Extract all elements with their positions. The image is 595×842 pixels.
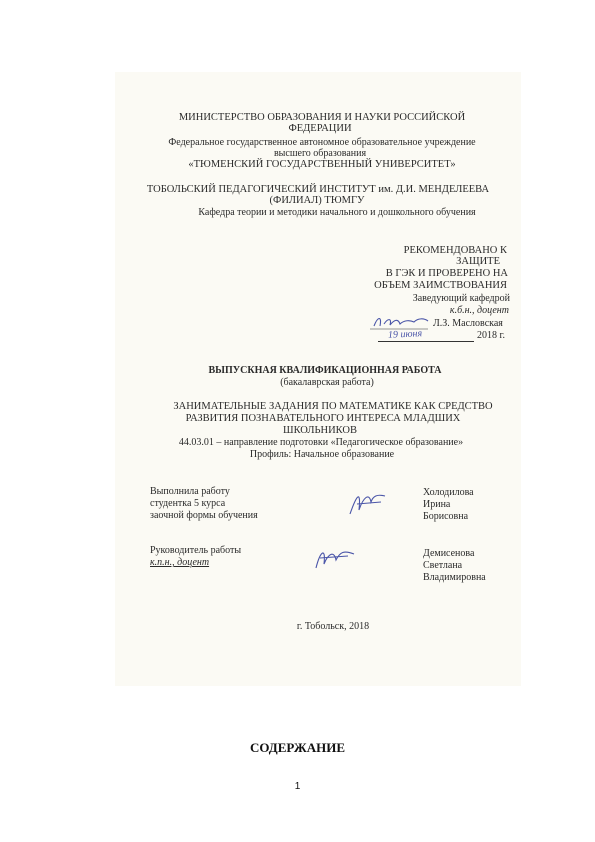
student-label-3: заочной формы обучения <box>150 510 258 521</box>
approval-head-label: Заведующий кафедрой <box>412 293 510 304</box>
approval-year: 2018 г. <box>477 330 505 341</box>
student-signature-icon <box>347 484 389 518</box>
university-name: «ТЮМЕНСКИЙ ГОСУДАРСТВЕННЫЙ УНИВЕРСИТЕТ» <box>188 159 456 170</box>
approval-line-4: ОБЪЕМ ЗАИМСТВОВАНИЯ <box>374 280 507 291</box>
page-number: 1 <box>294 781 301 792</box>
approval-line-3: В ГЭК И ПРОВЕРЕНО НА <box>385 268 508 279</box>
supervisor-surname: Демисенова <box>423 548 475 559</box>
supervisor-label-1: Руководитель работы <box>150 545 242 556</box>
student-patronymic: Борисовна <box>423 511 469 522</box>
department-name: Кафедра теории и методики начального и дошкольного обучения <box>198 207 476 218</box>
approval-degree: к.б.н., доцент <box>449 305 509 316</box>
approval-head-name: Л.З. Масловская <box>433 318 503 329</box>
supervisor-signature-icon <box>312 540 358 574</box>
city-year: г. Тобольск, 2018 <box>296 621 370 632</box>
federal-line-1: Федеральное государственное автономное образовательное учреждение <box>168 137 476 148</box>
date-underline <box>378 341 474 342</box>
toc-title: СОДЕРЖАНИЕ <box>249 740 346 755</box>
ministry-line-1: МИНИСТЕРСТВО ОБРАЗОВАНИЯ И НАУКИ РОССИЙСКОЙ <box>178 112 466 123</box>
approval-line-1: РЕКОМЕНДОВАНО К <box>403 245 507 256</box>
ministry-line-2: ФЕДЕРАЦИИ <box>288 123 352 134</box>
approval-date-handwritten: 19 июня <box>387 328 423 341</box>
student-label-1: Выполнила работу <box>150 486 230 497</box>
direction: 44.03.01 – направление подготовки «Педагогическое образование» <box>178 437 464 448</box>
student-label-2: студентка 5 курса <box>150 498 226 509</box>
student-surname: Холодилова <box>423 487 474 498</box>
profile: Профиль: Начальное образование <box>249 449 395 460</box>
work-subtype: (бакалаврская работа) <box>280 377 374 388</box>
supervisor-first-name: Светлана <box>423 560 463 571</box>
supervisor-degree: к.п.н., доцент <box>150 557 210 568</box>
topic-line-3: ШКОЛЬНИКОВ <box>282 425 358 436</box>
topic-line-1: ЗАНИМАТЕЛЬНЫЕ ЗАДАНИЯ ПО МАТЕМАТИКЕ КАК СРЕДСТВО <box>173 401 493 412</box>
federal-line-2: высшего образования <box>273 148 367 159</box>
topic-line-2: РАЗВИТИЯ ПОЗНАВАТЕЛЬНОГО ИНТЕРЕСА МЛАДШИХ <box>185 413 461 424</box>
institute-line-1: ТОБОЛЬСКИЙ ПЕДАГОГИЧЕСКИЙ ИНСТИТУТ им. Д.И. МЕНДЕЛЕЕВА <box>146 184 490 195</box>
institute-line-2: (ФИЛИАЛ) ТЮМГУ <box>269 195 365 206</box>
student-first-name: Ирина <box>423 499 451 510</box>
supervisor-patronymic: Владимировна <box>423 572 486 583</box>
work-type: ВЫПУСКНАЯ КВАЛИФИКАЦИОННАЯ РАБОТА <box>208 365 442 376</box>
approval-line-2: ЗАЩИТЕ <box>456 256 500 267</box>
